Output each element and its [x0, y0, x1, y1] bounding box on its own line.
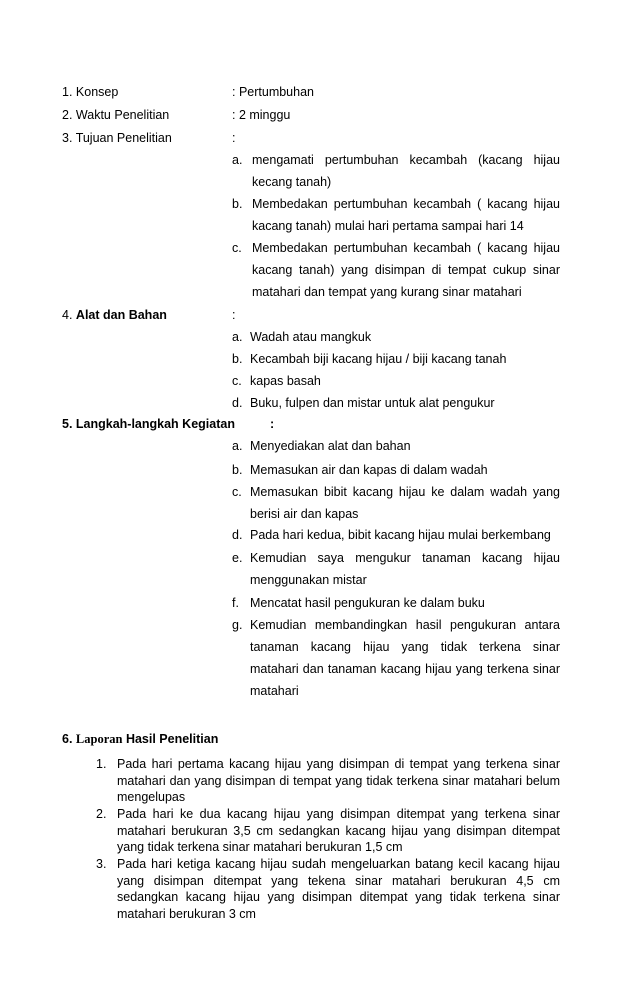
tujuan-item-b — [232, 193, 560, 237]
item-marker: e. — [232, 551, 243, 565]
section-laporan-hasil-penelitian — [62, 730, 218, 748]
langkah-item-c — [232, 481, 560, 525]
item-text: Buku, fulpen dan mistar untuk alat pengukur — [250, 396, 495, 410]
row-tujuan-penelitian — [62, 129, 172, 147]
item-text: Memasukan air dan kapas di dalam wadah — [250, 463, 488, 477]
laporan-item-3 — [96, 856, 560, 922]
item-marker: 1. — [96, 757, 107, 771]
item-marker: 2. — [96, 807, 107, 821]
item-marker: d. — [232, 396, 243, 410]
item-text: Pada hari pertama kacang hijau yang disimpan di tempat yang terkena sinar matahari dan yang disimpan di tempat yang tidak terkena sinar matahari belum mengelupas — [117, 757, 560, 804]
langkah-item-d — [232, 524, 560, 546]
alat-item-d — [232, 392, 560, 414]
item-marker: f. — [232, 596, 239, 610]
laporan-item-2 — [96, 806, 560, 856]
item-marker: b. — [232, 463, 243, 477]
alat-item-c — [232, 370, 560, 392]
item-text: Wadah atau mangkuk — [250, 330, 372, 344]
item-text: Mencatat hasil pengukuran ke dalam buku — [250, 596, 485, 610]
item-text: kapas basah — [250, 374, 321, 388]
alat-item-b — [232, 348, 560, 370]
section-langkah-kegiatan: 5. Langkah-langkah Kegiatan — [62, 417, 235, 431]
row-value: : Pertumbuhan — [232, 85, 314, 99]
item-marker: 3. — [96, 857, 107, 871]
langkah-item-b — [232, 459, 560, 481]
langkah-item-a — [232, 435, 560, 457]
row-value: : 2 minggu — [232, 108, 291, 122]
item-text: Kemudian membandingkan hasil pengukuran antara tanaman kacang hijau yang tidak terkena sinar matahari dan tanaman kacang hijau yang terkena sinar matahari — [250, 618, 560, 698]
item-marker: a. — [232, 330, 243, 344]
row-label: Konsep — [75, 85, 119, 99]
item-text: Memasukan bibit kacang hijau ke dalam wadah yang berisi air dan kapas — [250, 485, 560, 521]
item-marker: a. — [232, 153, 243, 167]
section-number: 4. — [62, 308, 73, 322]
section-colon: : — [232, 308, 236, 322]
section-title-word: Laporan — [75, 732, 123, 746]
row-number: 3. — [62, 131, 73, 145]
item-text: Pada hari kedua, bibit kacang hijau mulai berkembang — [250, 528, 551, 542]
alat-item-a — [232, 326, 560, 348]
row-value: : — [232, 131, 236, 145]
row-label: Tujuan Penelitian — [75, 131, 172, 145]
item-marker: b. — [232, 352, 243, 366]
row-number: 1. — [62, 85, 73, 99]
item-marker: g. — [232, 618, 243, 632]
item-text: Pada hari ke dua kacang hijau yang disimpan ditempat yang terkena sinar matahari berukuran 3,5 cm sedangkan kacang hijau yang disimpan ditempat yang tidak terkena sinar matahari berukuran 1,5 cm — [117, 807, 560, 854]
row-number: 2. — [62, 108, 73, 122]
section-colon: : — [270, 417, 275, 431]
item-text: Membedakan pertumbuhan kecambah ( kacang hijau kacang tanah) yang disimpan di tempat cukup sinar matahari dan tempat yang kurang sinar matahari — [252, 241, 560, 299]
row-konsep — [62, 83, 118, 101]
item-marker: d. — [232, 528, 243, 542]
item-text: mengamati pertumbuhan kecambah (kacang hijau kecang tanah) — [252, 153, 560, 189]
langkah-item-f — [232, 592, 560, 614]
item-marker: c. — [232, 241, 242, 255]
item-marker: c. — [232, 374, 242, 388]
row-waktu-penelitian — [62, 106, 169, 124]
section-title: Alat dan Bahan — [75, 308, 167, 322]
tujuan-item-c — [232, 237, 560, 303]
item-marker: b. — [232, 197, 243, 211]
section-alat-dan-bahan — [62, 306, 167, 324]
item-text: Pada hari ketiga kacang hijau sudah mengeluarkan batang kecil kacang hijau yang disimpan ditempat yang tekena sinar matahari berukuran 4,5 cm sedangkan kacang hijau yang disimpan ditempat yang tidak terkena sinar matahari berukuran 3 cm — [117, 857, 560, 921]
item-marker: c. — [232, 485, 242, 499]
item-marker: a. — [232, 439, 243, 453]
section-title-rest: Hasil Penelitian — [125, 732, 219, 746]
item-text: Kemudian saya mengukur tanaman kacang hijau menggunakan mistar — [250, 551, 560, 587]
laporan-item-1 — [96, 756, 560, 806]
langkah-item-g — [232, 614, 560, 702]
tujuan-item-a — [232, 149, 560, 193]
section-number: 6. — [62, 732, 73, 746]
langkah-item-e — [232, 547, 560, 591]
item-text: Kecambah biji kacang hijau / biji kacang tanah — [250, 352, 507, 366]
item-text: Membedakan pertumbuhan kecambah ( kacang hijau kacang tanah) mulai hari pertama sampai hari 14 — [252, 197, 560, 233]
row-label: Waktu Penelitian — [75, 108, 170, 122]
item-text: Menyediakan alat dan bahan — [250, 439, 411, 453]
